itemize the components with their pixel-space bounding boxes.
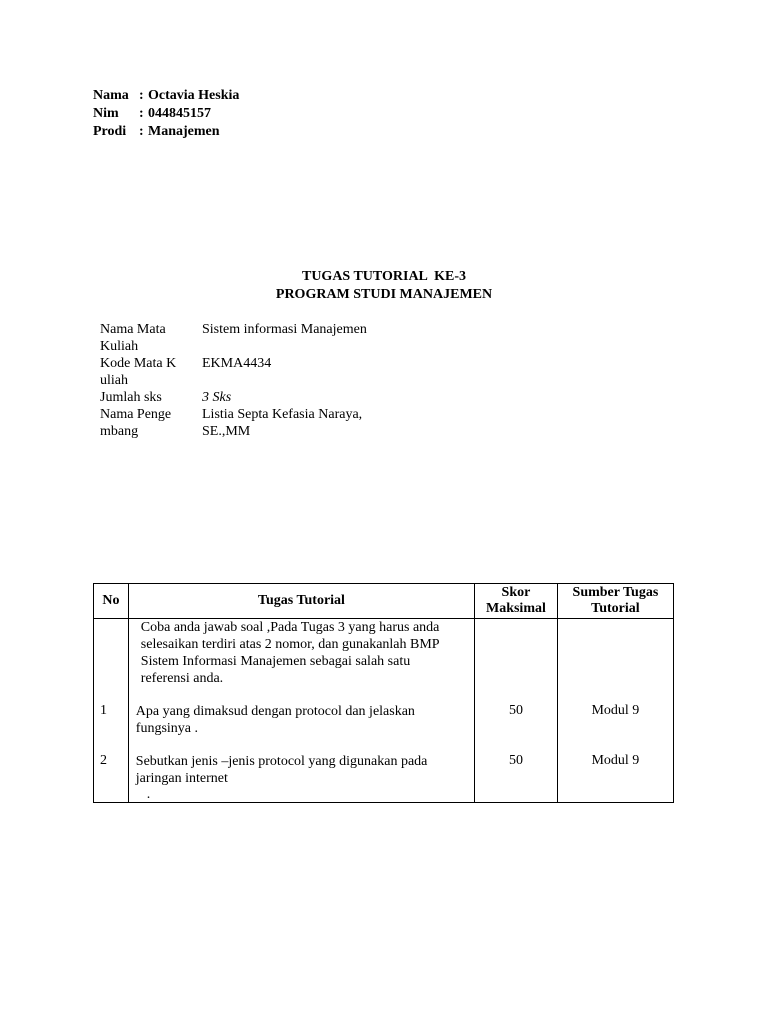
task-cell [128,619,474,803]
course-info-row [100,321,392,355]
source-cell [557,619,673,803]
table-row [94,619,674,803]
credits-label: Jumlah sks [100,390,162,405]
question-1: Apa yang dimaksud dengan protocol dan jelaskan fungsinya . [135,704,415,736]
course-info [100,321,392,440]
question-2: Sebutkan jenis –jenis protocol yang digunakan pada jaringan internet [135,754,428,786]
trailing-mark: . [146,787,151,802]
score-cell [475,619,558,803]
header-skor: Skor Maksimal [475,584,558,619]
student-name-label: Nama [93,88,129,103]
title-line-2: PROGRAM STUDI MANAJEMEN [275,287,493,302]
separator: : [139,88,144,103]
document-title [0,268,768,304]
credits-value: 3 Sks [202,390,232,405]
table-header-row [94,584,674,619]
student-name-value: Octavia Heskia [148,88,240,103]
course-name-value: Sistem informasi Manajemen [202,322,367,337]
student-nim-label: Nim [93,106,119,121]
score-value: 50 [508,753,523,768]
score-value: 50 [508,703,523,718]
student-prodi-value: Manajemen [148,124,220,139]
number-cell [94,619,129,803]
course-info-row [100,406,392,440]
course-name-label: Nama Mata Kuliah [100,322,166,354]
course-info-row [100,389,392,406]
source-value: Modul 9 [591,703,640,718]
header-source: Sumber Tugas Tutorial [557,584,673,619]
course-info-row [100,355,392,389]
student-nim-row [93,105,239,123]
separator: : [139,124,144,139]
course-code-label: Kode Mata Kuliah [100,356,177,388]
student-nim-value: 044845157 [148,106,211,121]
student-name-row [93,87,239,105]
header-task: Tugas Tutorial [128,584,474,619]
source-value: Modul 9 [591,753,640,768]
course-code-value: EKMA4434 [202,356,272,371]
title-line-1: TUGAS TUTORIAL KE-3 [301,269,467,284]
student-prodi-row [93,123,239,141]
task-table [93,583,674,803]
developer-label: Nama Pengembang [100,407,172,439]
separator: : [139,106,144,121]
header-no: No [94,584,129,619]
student-identity [93,87,239,141]
row-number: 2 [100,753,107,768]
developer-value: Listia Septa Kefasia Naraya, SE.,MM [202,407,363,439]
row-number: 1 [100,703,107,718]
student-prodi-label: Prodi [93,124,127,139]
task-instructions: Coba anda jawab soal ,Pada Tugas 3 yang harus anda selesaikan terdiri atas 2 nomor, dan gunakanlah BMP Sistem Informasi Manajemen sebagai salah satu referensi anda. [140,620,440,686]
